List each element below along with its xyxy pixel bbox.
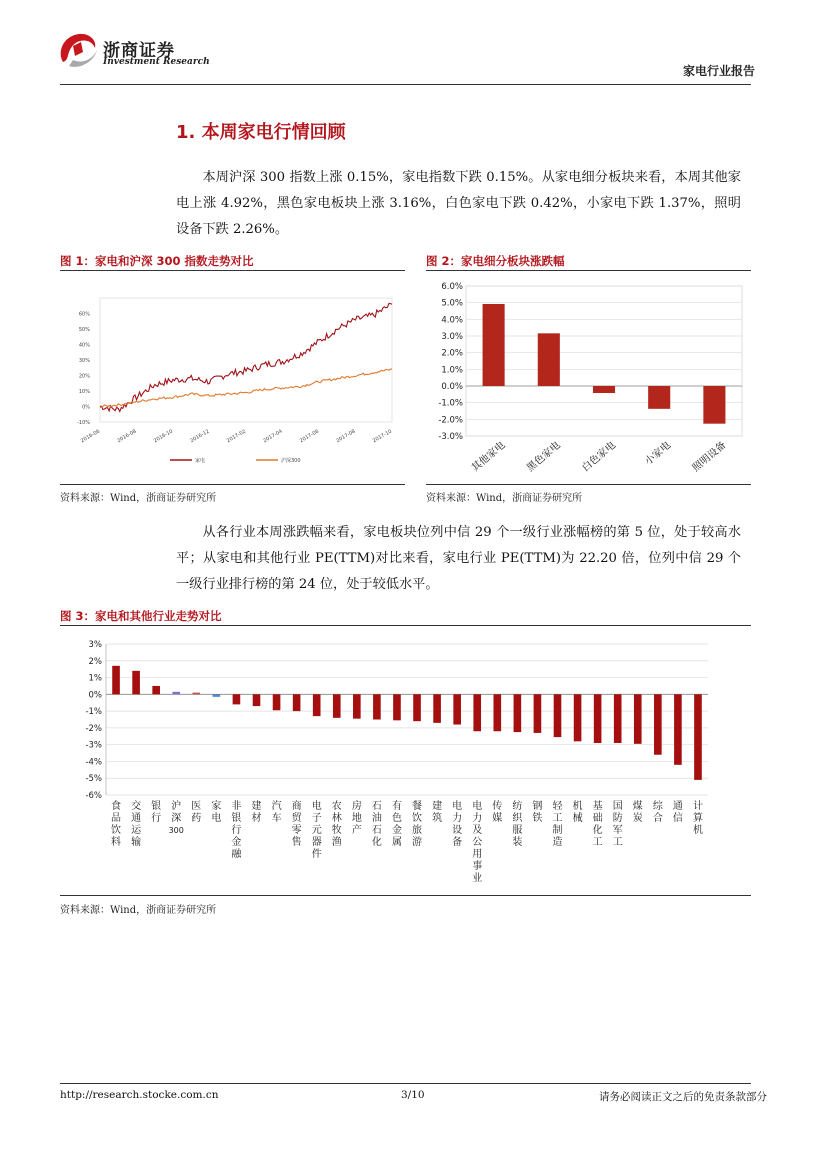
fig1-y-tick: 20% (78, 373, 90, 380)
fig2-category-label: 白色家电 (580, 439, 618, 475)
fig1-x-tick: 2017-10 (371, 428, 393, 445)
fig3-bar (152, 686, 160, 694)
fig3-category-label: 非银行金融 (231, 801, 242, 860)
fig2-category-label: 照明设备 (690, 439, 729, 475)
fig3-bar (192, 693, 200, 695)
fig2-bar (703, 386, 725, 424)
fig3-rule (60, 625, 751, 626)
fig3-bar (433, 694, 441, 723)
fig3-category-label: 商贸零售 (291, 801, 302, 848)
fig3-bar (213, 694, 221, 697)
fig3-category-label: 电力及公用事业 (472, 801, 483, 884)
fig3-y-tick: 2% (88, 656, 102, 667)
fig3-category-label: 医药 (191, 801, 202, 824)
fig1-x-tick: 2016-12 (189, 428, 211, 445)
fig1-source: 资料来源：Wind，浙商证券研究所 (60, 493, 217, 504)
fig2-y-tick: -1.0% (438, 398, 463, 409)
fig1-legend-label: 家电 (195, 458, 206, 464)
fig3-category-label: 建筑 (432, 801, 443, 824)
fig2-category-label: 其他家电 (469, 439, 508, 475)
fig1-x-tick: 2017-02 (225, 428, 247, 445)
footer-disclaimer: 请务必阅读正文之后的免责条款部分 (599, 1091, 767, 1103)
fig3-bar (273, 694, 281, 710)
fig1-x-tick: 2016-08 (116, 428, 138, 445)
fig3-bar (554, 694, 562, 737)
fig3-category-label: 通信 (672, 801, 683, 824)
paragraph-2: 从各行业本周涨跌幅来看，家电板块位列中信 29 个一级行业涨幅榜的第 5 位，处于较高水平；从家电和其他行业 PE(TTM)对比来看，家电行业 PE(TTM)为 22.20 倍，位列中信 29 个一级行业排行榜的第 24 位，处于较低水平。 (176, 525, 741, 592)
fig1-bottom-rule (60, 484, 405, 485)
fig3-category-label: 轻工制造 (552, 801, 563, 848)
fig1-x-tick: 2017-04 (262, 428, 284, 445)
fig3-category-label: 煤炭 (632, 801, 643, 824)
fig3-category-label: 餐饮旅游 (412, 801, 423, 848)
fig3-bar (493, 694, 501, 731)
fig3-title: 图 3：家电和其他行业走势对比 (60, 609, 222, 623)
fig3-bar (614, 694, 622, 743)
fig1-rule (60, 270, 405, 271)
report-type: 家电行业报告 (682, 64, 755, 78)
fig3-category-label: 有色金属 (391, 801, 402, 848)
fig2-source: 资料来源：Wind，浙商证券研究所 (426, 493, 583, 504)
fig3-y-tick: -4% (85, 757, 102, 768)
fig1-plot-area (100, 298, 392, 422)
fig3-category-label: 交通运输 (131, 801, 142, 848)
fig2-bar (593, 386, 615, 393)
fig3-category-label: 国防军工 (612, 801, 623, 848)
fig3-category-label: 传媒 (492, 801, 503, 824)
fig2-bar-chart (426, 272, 751, 484)
fig3-category-label: 食品饮料 (111, 801, 122, 848)
fig3-y-tick: -6% (85, 791, 102, 801)
fig2-y-tick: -3.0% (438, 432, 463, 442)
fig3-bar (594, 694, 602, 743)
brand-name-en: Investment Research (103, 57, 210, 67)
fig2-y-tick: 2.0% (441, 348, 463, 359)
fig1-y-tick: 40% (78, 342, 90, 349)
fig2-rule (426, 270, 751, 271)
fig2-y-tick: 0.0% (441, 382, 463, 392)
fig3-y-tick: -3% (85, 740, 102, 751)
fig2-category-label: 小家电 (643, 439, 674, 468)
fig3-category-label: 钢铁 (532, 801, 543, 824)
fig3-y-tick: 1% (88, 673, 102, 684)
fig3-bar (574, 694, 582, 741)
fig3-category-label: 电力设备 (452, 801, 463, 848)
fig3-bar-chart (60, 628, 751, 894)
fig1-title: 图 1：家电和沪深 300 指数走势对比 (60, 254, 254, 268)
fig3-bar (634, 694, 642, 743)
fig3-category-label: 房地产 (351, 801, 362, 836)
fig3-category-label: 纺织服装 (512, 801, 523, 848)
section-title: 1. 本周家电行情回顾 (176, 122, 346, 143)
fig3-bar (413, 694, 421, 721)
fig3-y-tick: -1% (85, 707, 102, 718)
fig3-y-tick: -5% (85, 774, 102, 785)
fig3-bar (313, 694, 321, 716)
fig3-category-label: 电子元器件 (311, 801, 322, 860)
fig1-y-tick: 0% (82, 404, 90, 411)
fig1-series-line-1 (100, 369, 392, 408)
fig3-category-label: 计算机 (692, 801, 703, 836)
footer-url[interactable]: http://research.stocke.com.cn (60, 1089, 219, 1101)
fig3-category-label: 家电 (211, 801, 222, 824)
fig3-y-tick: 3% (88, 640, 102, 650)
fig2-y-tick: 5.0% (441, 298, 463, 309)
fig3-category-label: 沪深 300 (168, 801, 184, 835)
fig3-category-label: 农林牧渔 (331, 801, 342, 848)
fig3-bar (233, 694, 241, 704)
fig1-line-chart (60, 272, 405, 484)
fig1-x-tick: 2016-06 (79, 428, 101, 445)
page-number: 3/10 (401, 1089, 425, 1101)
fig3-category-label: 综合 (652, 801, 663, 824)
fig3-y-tick: -2% (85, 723, 102, 734)
fig3-category-label: 基础化工 (592, 801, 603, 848)
brand-name-cn: 浙商证券 (103, 41, 175, 61)
fig3-bar (253, 694, 261, 706)
fig2-y-tick: -2.0% (438, 415, 463, 426)
fig2-category-label: 黑色家电 (525, 439, 563, 475)
fig3-bar (373, 694, 381, 719)
fig3-y-tick: 0% (88, 690, 102, 701)
fig3-bar (453, 694, 461, 724)
fig3-category-label: 石油石化 (371, 801, 382, 848)
fig1-x-tick: 2016-10 (152, 428, 174, 445)
fig3-category-label: 建材 (251, 801, 262, 824)
fig3-bar (694, 694, 702, 780)
fig3-bar (534, 694, 542, 733)
paragraph-1: 本周沪深 300 指数上涨 0.15%，家电指数下跌 0.15%。从家电细分板块来看，本周其他家电上涨 4.92%，黑色家电板块上涨 3.16%，白色家电下跌 0.42%，小家电下跌 1.37%，照明设备下跌 2.26%。 (176, 170, 741, 237)
fig1-y-tick: 60% (78, 311, 90, 318)
fig1-x-tick: 2017-08 (335, 428, 357, 445)
fig1-y-tick: -10% (77, 420, 90, 426)
fig3-bar (674, 694, 682, 764)
fig1-series-line-0 (100, 303, 392, 411)
fig2-plot-area (466, 286, 742, 436)
fig2-title: 图 2：家电细分板块涨跌幅 (426, 254, 565, 268)
fig1-y-tick: 10% (78, 389, 90, 395)
logo (55, 30, 101, 70)
fig2-y-tick: 1.0% (441, 365, 463, 376)
fig2-y-tick: 6.0% (441, 282, 463, 292)
fig2-y-tick: 4.0% (441, 315, 463, 326)
fig1-legend-label: 沪深300 (281, 458, 301, 464)
fig2-bar (538, 333, 560, 386)
fig3-bar (293, 694, 301, 711)
fig2-bar (648, 386, 670, 409)
fig3-bar (654, 694, 662, 754)
fig1-y-tick: 50% (78, 327, 90, 333)
fig3-bottom-rule (60, 895, 751, 896)
fig3-bar (393, 694, 401, 720)
fig3-bar (112, 666, 120, 695)
fig3-bar (353, 694, 361, 718)
fig2-bar (483, 304, 505, 386)
fig3-source: 资料来源：Wind，浙商证券研究所 (60, 905, 217, 916)
fig3-category-label: 银行 (151, 801, 162, 824)
header-rule (60, 84, 751, 85)
fig3-bar (132, 671, 140, 694)
fig1-x-tick: 2017-06 (298, 428, 320, 445)
logo-icon (55, 30, 101, 70)
footer-rule (60, 1083, 751, 1084)
fig3-bar (473, 694, 481, 731)
fig1-y-tick: 30% (78, 358, 90, 364)
fig3-category-label: 汽车 (271, 801, 282, 824)
fig2-bottom-rule (426, 484, 751, 485)
fig3-bar (333, 694, 341, 717)
fig2-y-tick: 3.0% (441, 332, 463, 342)
fig3-category-label: 机械 (572, 801, 583, 824)
fig3-bar (172, 692, 180, 695)
fig3-bar (514, 694, 522, 732)
